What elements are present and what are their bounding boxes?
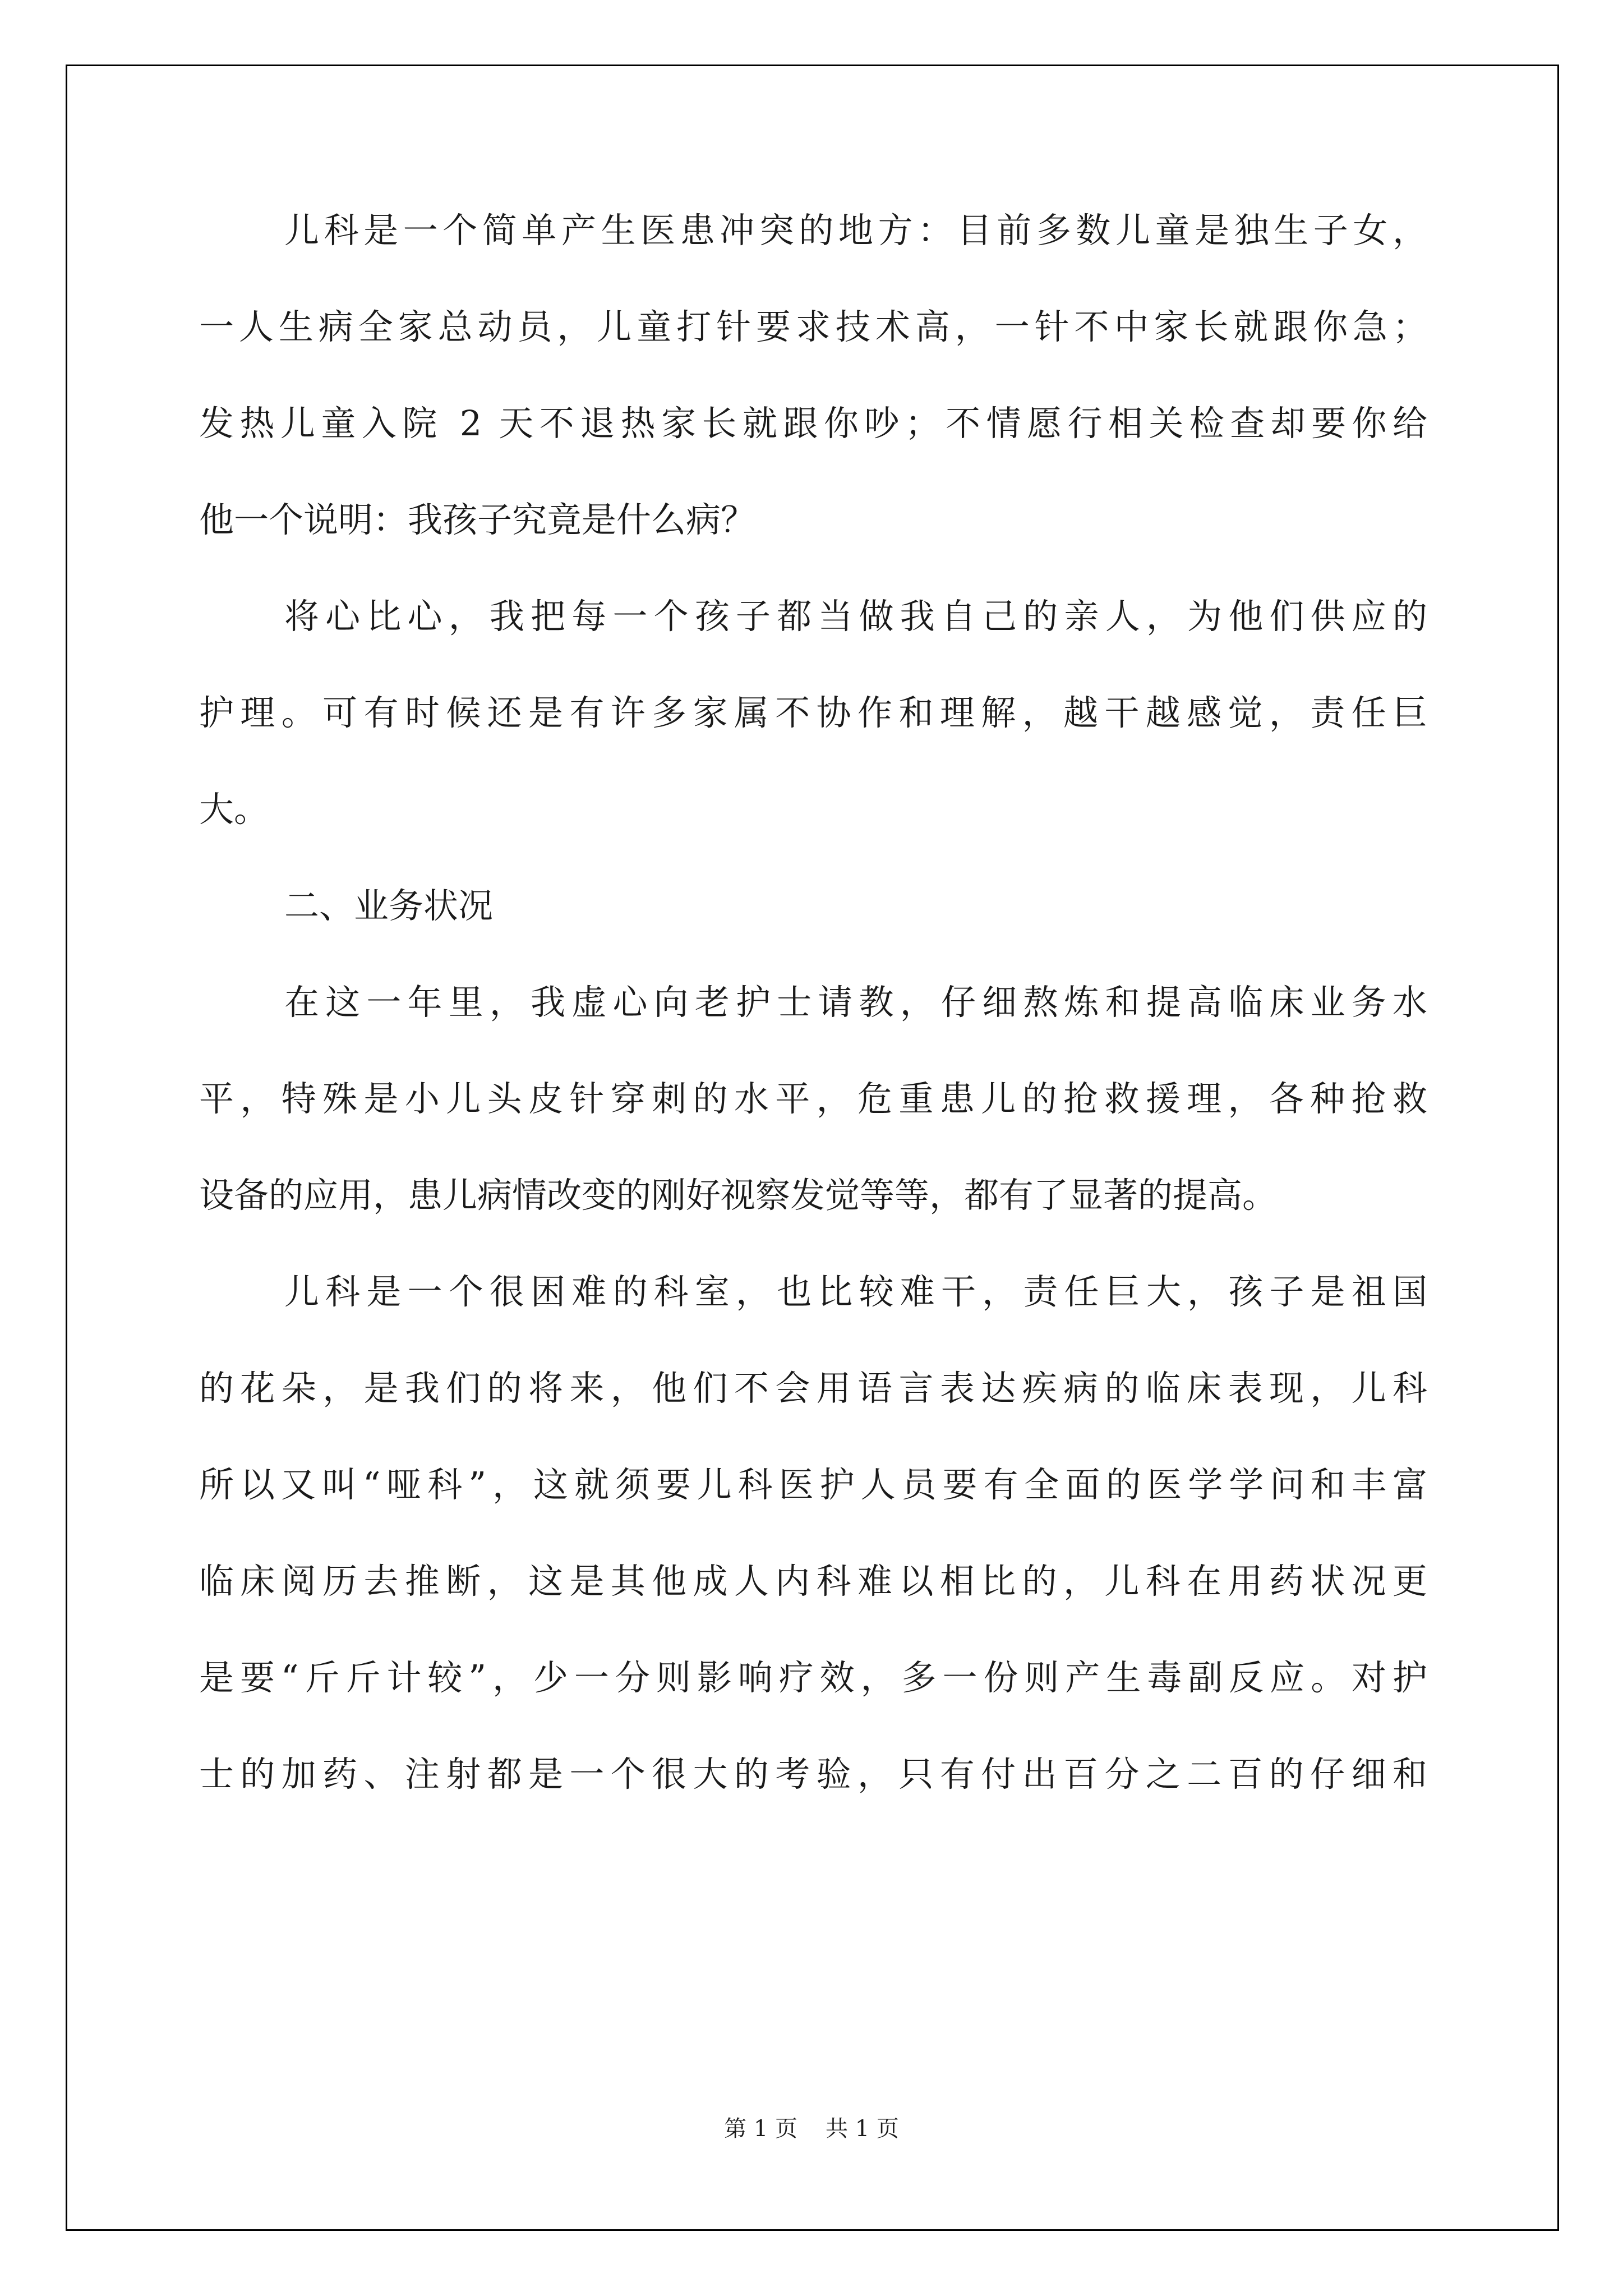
text-line: 是要“斤斤计较”，少一分则影响疗效，多一份则产生毒副反应。对护 [199, 1657, 1427, 1698]
text-line: 的花朵，是我们的将来，他们不会用语言表达疾病的临床表现，儿科 [199, 1368, 1427, 1409]
text-line: 临床阅历去推断，这是其他成人内科难以相比的，儿科在用药状况更 [199, 1561, 1427, 1602]
section-heading: 二、业务状况 [284, 885, 494, 926]
page-border [66, 65, 1559, 2231]
text-line: 将心比心，我把每一个孩子都当做我自己的亲人，为他们供应的 [284, 596, 1427, 637]
text-line: 大。 [199, 789, 269, 830]
text-line: 在这一年里，我虚心向老护士请教，仔细熬炼和提高临床业务水 [284, 982, 1427, 1023]
text-line: 平，特殊是小儿头皮针穿刺的水平，危重患儿的抢救援理，各种抢救 [199, 1078, 1427, 1119]
text-line: 一人生病全家总动员，儿童打针要求技术高，一针不中家长就跟你急； [199, 306, 1427, 347]
page-number-current: 第 1 页 [724, 2116, 797, 2142]
text-line: 护理。可有时候还是有许多家属不协作和理解，越干越感觉，责任巨 [199, 692, 1427, 733]
text-line: 发热儿童入院 2 天不退热家长就跟你吵；不情愿行相关检查却要你给 [199, 403, 1427, 444]
text-line: 所以又叫“哑科”，这就须要儿科医护人员要有全面的医学学问和丰富 [199, 1464, 1427, 1505]
page-number-total: 共 1 页 [826, 2116, 899, 2142]
text-line: 儿科是一个很困难的科室，也比较难干，责任巨大，孩子是祖国 [284, 1271, 1427, 1312]
text-line: 设备的应用，患儿病情改变的刚好视察发觉等等，都有了显著的提高。 [199, 1175, 1278, 1216]
text-line: 士的加药、注射都是一个很大的考验，只有付出百分之二百的仔细和 [199, 1754, 1427, 1795]
text-line: 儿科是一个简单产生医患冲突的地方：目前多数儿童是独生子女， [284, 210, 1427, 251]
page-footer [0, 2118, 1623, 2140]
text-line: 他一个说明：我孩子究竟是什么病？ [199, 499, 756, 540]
